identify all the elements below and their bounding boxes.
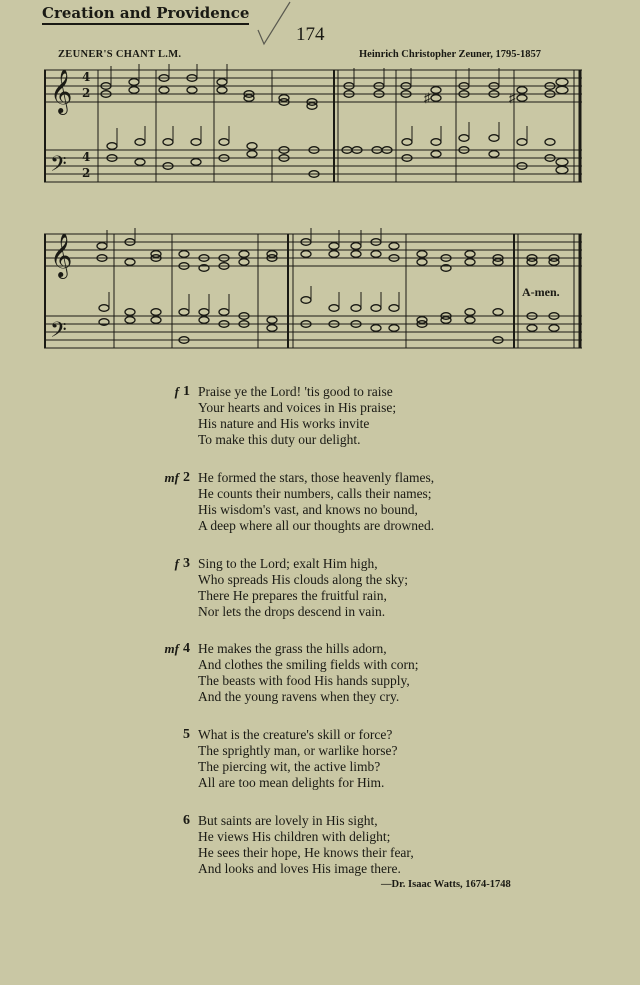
- stanza-line: And looks and loves His image there.: [198, 861, 401, 877]
- barlines-1: [45, 70, 580, 182]
- stanza-2: [155, 470, 434, 535]
- treble-staff-1: [44, 70, 582, 102]
- sharp-icon: ♯: [509, 90, 516, 105]
- dynamic-marking: mf: [164, 641, 179, 656]
- stanza-line: But saints are lovely in His sight,: [198, 813, 378, 828]
- dynamic-marking: f: [174, 556, 179, 571]
- stanza-line: There He prepares the fruitful rain,: [198, 588, 387, 604]
- stanza-1: [155, 384, 396, 449]
- stanza-line: Sing to the Lord; exalt Him high,: [198, 556, 378, 571]
- stanza-number: 5: [183, 727, 190, 742]
- stanza-line: The piercing wit, the active limb?: [198, 759, 381, 775]
- dynamic-marking: f: [174, 384, 179, 399]
- stanza-line: A deep where all our thoughts are drowned.: [198, 518, 435, 534]
- music-system-2: [44, 228, 586, 356]
- tune-name: ZEUNER'S CHANT L.M.: [58, 49, 182, 60]
- stanza-line: He views His children with delight;: [198, 829, 391, 844]
- whole-notes-system-1: [556, 78, 568, 173]
- section-title: Creation and Providence: [42, 4, 249, 25]
- stanza-number: 1: [183, 384, 190, 399]
- stems-system-2: [107, 228, 399, 312]
- stanza-line: He formed the stars, those heavenly flames,: [198, 470, 435, 485]
- stanza-line: He makes the grass the hills adorn,: [198, 641, 387, 656]
- bass-clef-icon: 𝄢: [50, 318, 67, 348]
- stanza-line: Who spreads His clouds along the sky;: [198, 572, 408, 587]
- composer: Heinrich Christopher Zeuner, 1795-1857: [359, 49, 542, 60]
- stanza-line: The beasts with food His hands supply,: [198, 673, 410, 689]
- stanza-3: [155, 556, 408, 621]
- treble-clef-icon: 𝄞: [50, 233, 73, 277]
- amen-label: A-men.: [522, 285, 560, 299]
- stanza-line: To make this duty our delight.: [198, 432, 361, 448]
- dynamic-marking: mf: [164, 470, 179, 485]
- stanza-4: [155, 641, 418, 706]
- stanza-number: 2: [183, 470, 190, 485]
- bass-clef-icon: 𝄢: [50, 152, 67, 182]
- stanza-number: 6: [183, 813, 190, 828]
- notes-system-1: [101, 75, 555, 178]
- sharp-icon: ♯: [424, 90, 431, 105]
- stanza-line: His nature and His works invite: [198, 416, 370, 432]
- stanza-line: He counts their numbers, calls their names;: [198, 486, 432, 501]
- stems-system-1: [111, 64, 527, 146]
- stanza-line: The sprightly man, or warlike horse?: [198, 743, 398, 758]
- stanza-6: [155, 813, 414, 878]
- svg-text:4: 4: [82, 70, 91, 84]
- attribution: —Dr. Isaac Watts, 1674-1748: [381, 879, 511, 890]
- stanza-number: 3: [183, 556, 190, 571]
- stanza-line: Nor lets the drops descend in vain.: [198, 604, 386, 620]
- stanza-line: Your hearts and voices in His praise;: [198, 400, 397, 415]
- svg-text:2: 2: [82, 86, 91, 100]
- stanza-line: What is the creature's skill or force?: [198, 727, 393, 742]
- stanza-line: His wisdom's vast, and knows no bound,: [198, 502, 418, 518]
- stanza-5: [155, 727, 397, 792]
- stanza-line: Praise ye the Lord! 'tis good to raise: [198, 384, 393, 399]
- music-system-1: [44, 64, 586, 189]
- stanza-line: All are too mean delights for Him.: [198, 775, 385, 791]
- stanza-number: 4: [183, 641, 190, 656]
- svg-text:2: 2: [82, 166, 91, 180]
- barlines-2: [45, 234, 580, 348]
- stanza-line: He sees their hope, He knows their fear,: [198, 845, 414, 861]
- stanza-line: And the young ravens when they cry.: [198, 689, 400, 705]
- hymn-number: 174: [296, 24, 325, 45]
- svg-text:4: 4: [82, 150, 91, 164]
- pencil-checkmark-icon: [254, 0, 294, 48]
- stanza-line: And clothes the smiling fields with corn;: [198, 657, 419, 672]
- notes-system-2: [97, 239, 503, 344]
- time-signature-1: [82, 70, 90, 180]
- treble-clef-icon: 𝄞: [50, 69, 73, 113]
